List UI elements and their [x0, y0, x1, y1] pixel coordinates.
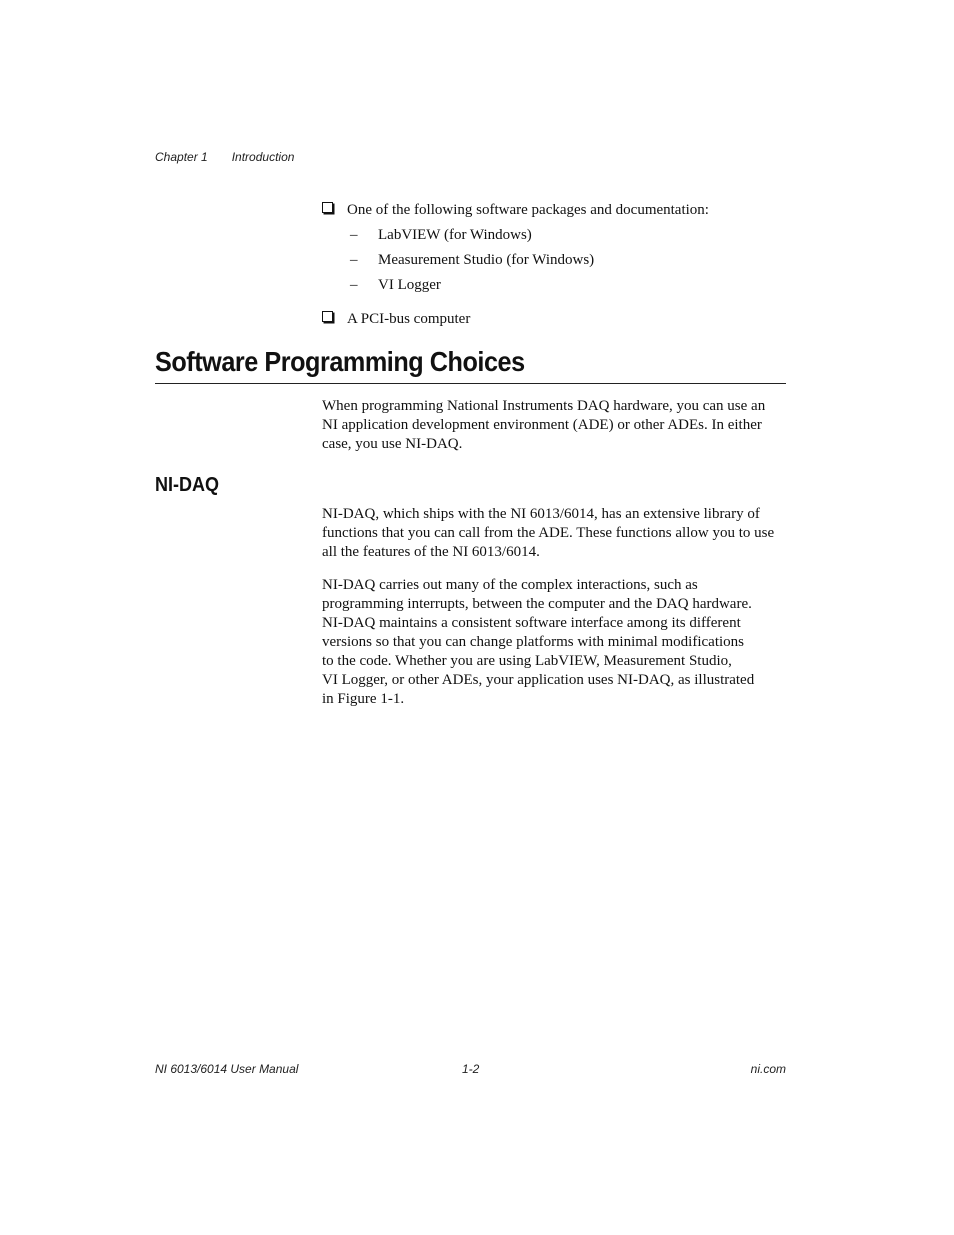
paragraph-line: case, you use NI-DAQ.	[322, 436, 463, 452]
nidaq-paragraph-2	[322, 576, 786, 709]
paragraph-line: VI Logger, or other ADEs, your application uses NI-DAQ, as illustrated	[322, 672, 755, 688]
sub-list-item	[350, 251, 594, 270]
sub-list-item	[350, 226, 532, 245]
checklist-item-text: One of the following software packages and documentation:	[347, 202, 709, 218]
chapter-title: Introduction	[231, 150, 295, 164]
heading-rule	[155, 383, 786, 384]
nidaq-paragraph-1	[322, 505, 786, 562]
checklist-item-text: A PCI-bus computer	[347, 311, 471, 327]
paragraph-line: NI-DAQ carries out many of the complex interactions, such as	[322, 577, 698, 593]
sub-list-item-text: VI Logger	[378, 277, 441, 293]
checklist-item	[322, 310, 470, 329]
dash-bullet: –	[350, 252, 358, 268]
subsection-heading: NI-DAQ	[155, 474, 219, 496]
paragraph-line: programming interrupts, between the computer and the DAQ hardware.	[322, 596, 752, 612]
checkbox-icon	[322, 202, 333, 213]
section-intro-paragraph	[322, 397, 786, 454]
running-header	[155, 150, 294, 164]
paragraph-line: to the code. Whether you are using LabVIEW, Measurement Studio,	[322, 653, 732, 669]
checkbox-icon	[322, 311, 333, 322]
checklist-item	[322, 201, 709, 220]
paragraph-line: NI-DAQ maintains a consistent software interface among its different	[322, 615, 741, 631]
footer-page-number: 1-2	[462, 1062, 480, 1076]
paragraph-line: versions so that you can change platforms with minimal modifications	[322, 634, 744, 650]
paragraph-line: When programming National Instruments DAQ hardware, you can use an	[322, 398, 766, 414]
footer-website: ni.com	[750, 1062, 786, 1076]
paragraph-line: NI application development environment (ADE) or other ADEs. In either	[322, 417, 762, 433]
paragraph-line: in Figure 1-1.	[322, 691, 405, 707]
sub-list-item-text: Measurement Studio (for Windows)	[378, 252, 595, 268]
chapter-label: Chapter 1	[155, 150, 208, 164]
sub-list-item-text: LabVIEW (for Windows)	[378, 227, 532, 243]
section-heading: Software Programming Choices	[155, 346, 525, 377]
dash-bullet: –	[350, 227, 358, 243]
sub-list-item	[350, 276, 441, 295]
paragraph-line: all the features of the NI 6013/6014.	[322, 544, 540, 560]
footer-manual-title: NI 6013/6014 User Manual	[155, 1062, 299, 1076]
paragraph-line: NI-DAQ, which ships with the NI 6013/6014, has an extensive library of	[322, 506, 760, 522]
paragraph-line: functions that you can call from the ADE. These functions allow you to use	[322, 525, 775, 541]
dash-bullet: –	[350, 277, 358, 293]
